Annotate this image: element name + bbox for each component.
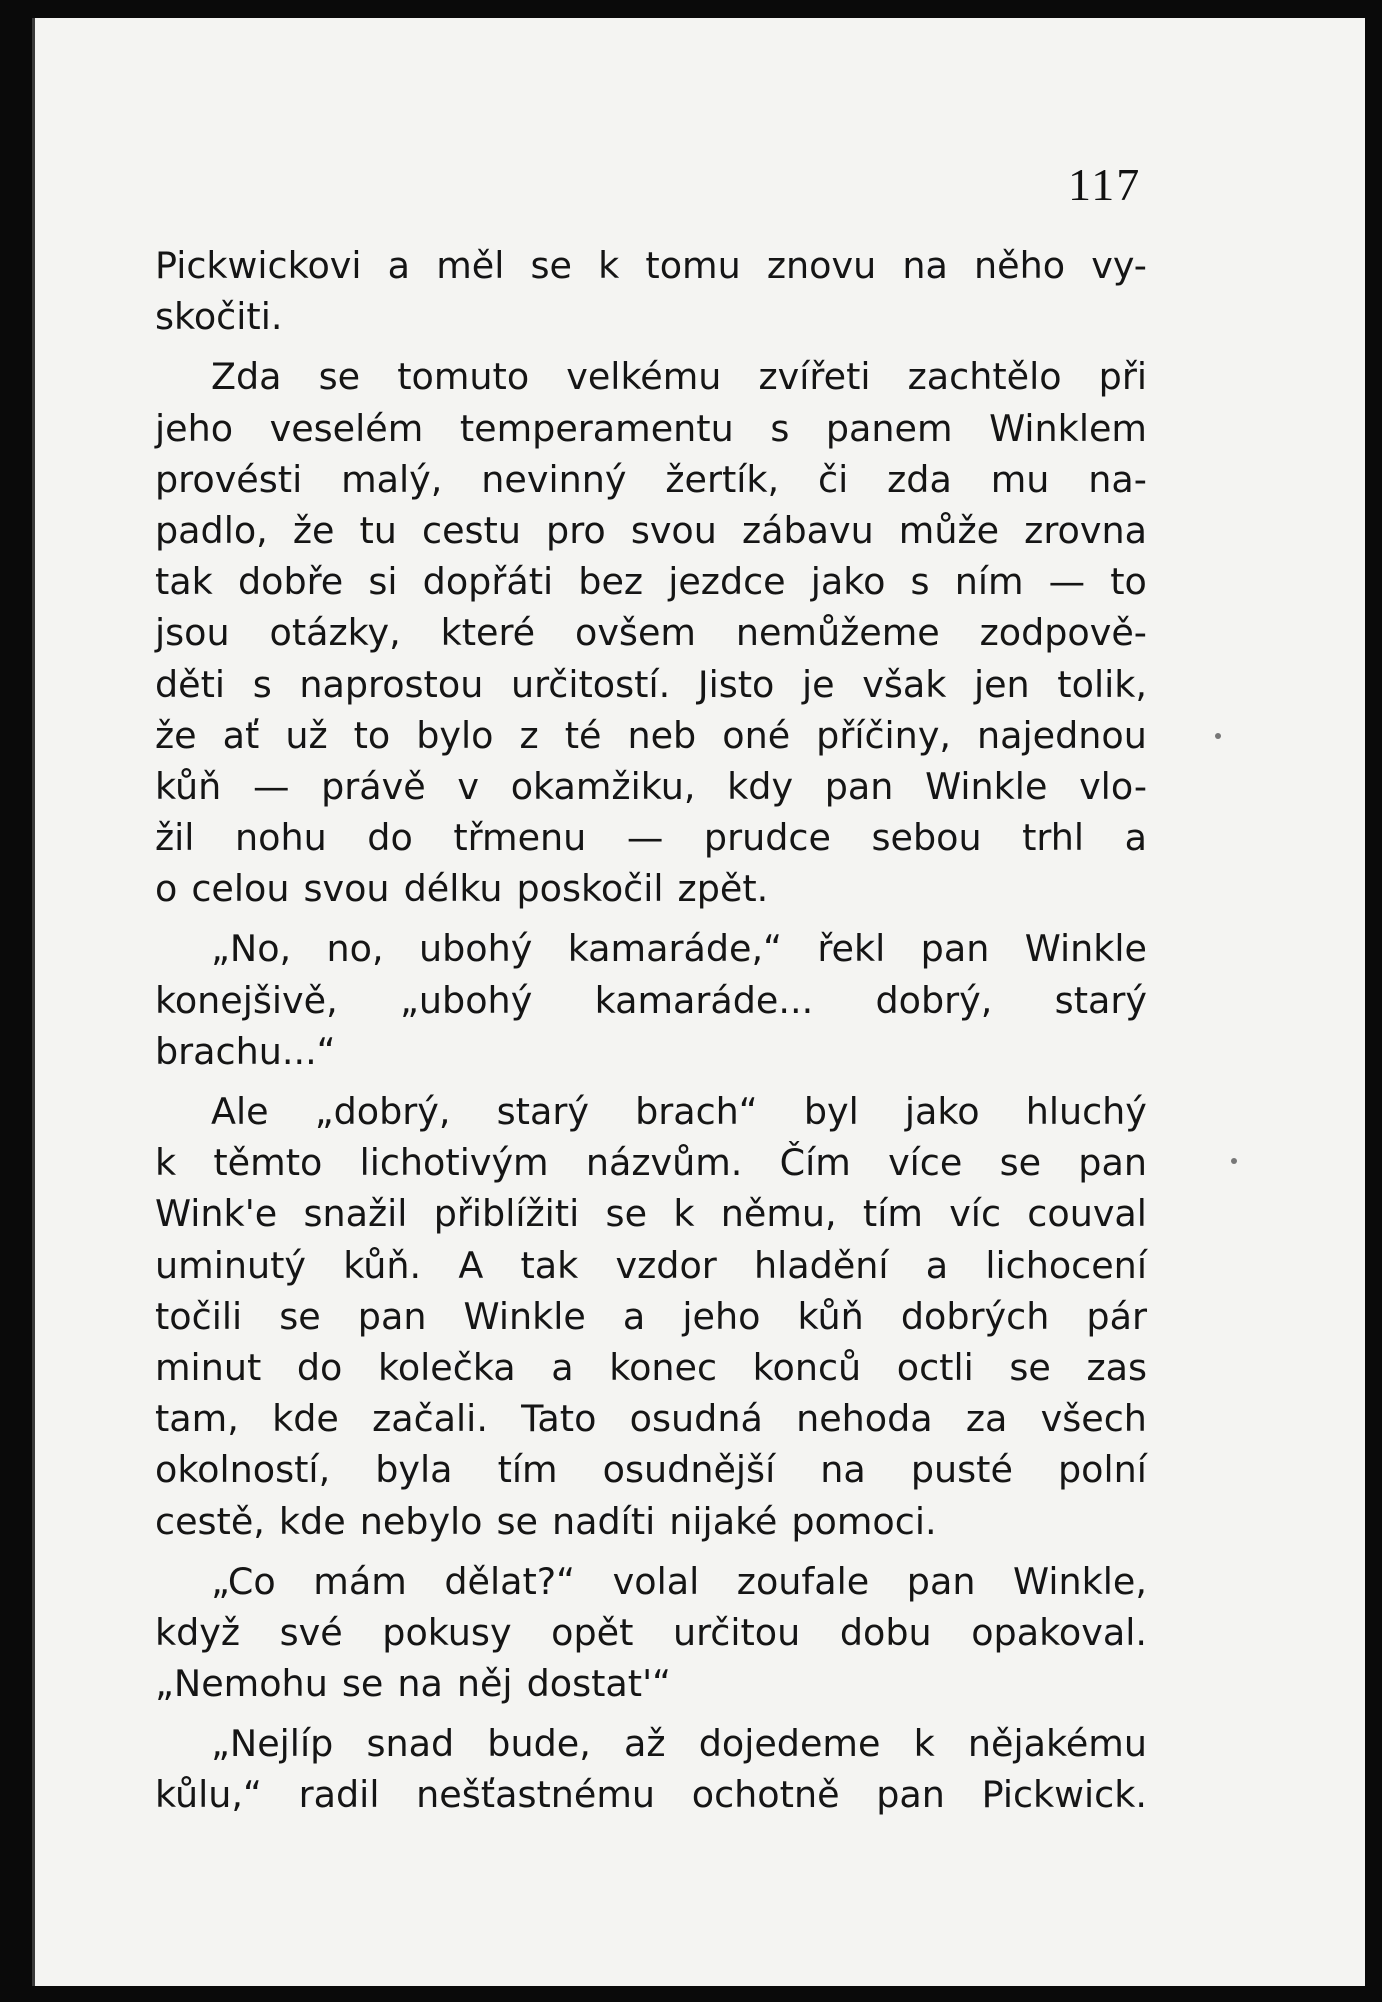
text-line: jeho veselém temperamentu s panem Winklem <box>155 406 1147 450</box>
text-line: o celou svou délku poskočil zpět. <box>155 867 769 911</box>
book-page <box>32 18 1365 1986</box>
text-line: k těmto lichotivým názvům. Čím více se pan <box>155 1141 1147 1185</box>
text-line: děti s naprostou určitostí. Jisto je však jen tolik, <box>155 662 1147 706</box>
text-line: Wink'e snažil přiblížiti se k němu, tím víc couval <box>155 1192 1147 1236</box>
page-number: 117 <box>1068 159 1142 210</box>
text-line: konejšivě, „ubohý kamaráde... dobrý, starý <box>155 978 1147 1022</box>
text-line: Ale „dobrý, starý brach“ byl jako hluchý <box>211 1090 1147 1133</box>
text-line: okolností, byla tím osudnější na pusté polní <box>155 1448 1147 1492</box>
speck <box>1231 1158 1237 1164</box>
text-line: skočiti. <box>155 295 283 339</box>
text-line: uminutý kůň. A tak vzdor hladění a lichocení <box>155 1243 1147 1287</box>
text-line: Zda se tomuto velkému zvířeti zachtělo při <box>211 355 1147 399</box>
text-line: tam, kde začali. Tato osudná nehoda za všech <box>155 1397 1147 1441</box>
text-line: Pickwickovi a měl se k tomu znovu na něho vy- <box>155 244 1147 287</box>
text-line: brachu...“ <box>155 1029 336 1073</box>
text-line: točili se pan Winkle a jeho kůň dobrých pár <box>155 1294 1147 1338</box>
text-line: minut do kolečka a konec konců octli se zas <box>155 1345 1147 1389</box>
text-line: žil nohu do třmenu — prudce sebou trhl a <box>155 816 1147 860</box>
text-line: „Nejlíp snad bude, až dojedeme k nějakému <box>211 1722 1147 1766</box>
text-line: jsou otázky, které ovšem nemůžeme zodpově- <box>155 611 1147 655</box>
text-line: „Nemohu se na něj dostat'“ <box>155 1662 672 1706</box>
text-line: když své pokusy opět určitou dobu opakoval. <box>155 1610 1147 1654</box>
text-line: padlo, že tu cestu pro svou zábavu může zrovna <box>155 508 1147 552</box>
text-line: tak dobře si dopřáti bez jezdce jako s ním — to <box>155 560 1147 604</box>
body-text <box>155 240 1147 1821</box>
text-line: kůlu,“ radil nešťastnému ochotně pan Pickwick. <box>155 1773 1147 1817</box>
text-line: provésti malý, nevinný žertík, či zda mu na- <box>155 457 1147 501</box>
text-line: cestě, kde nebylo se nadíti nijaké pomoci. <box>155 1499 937 1543</box>
text-line: kůň — právě v okamžiku, kdy pan Winkle vlo- <box>155 764 1147 808</box>
text-line: „No, no, ubohý kamaráde,“ řekl pan Winkle <box>211 927 1147 971</box>
speck <box>1215 733 1221 739</box>
text-line: že ať už to bylo z té neb oné příčiny, najednou <box>155 713 1147 757</box>
text-line: „Co mám dělat?“ volal zoufale pan Winkle, <box>211 1559 1147 1603</box>
